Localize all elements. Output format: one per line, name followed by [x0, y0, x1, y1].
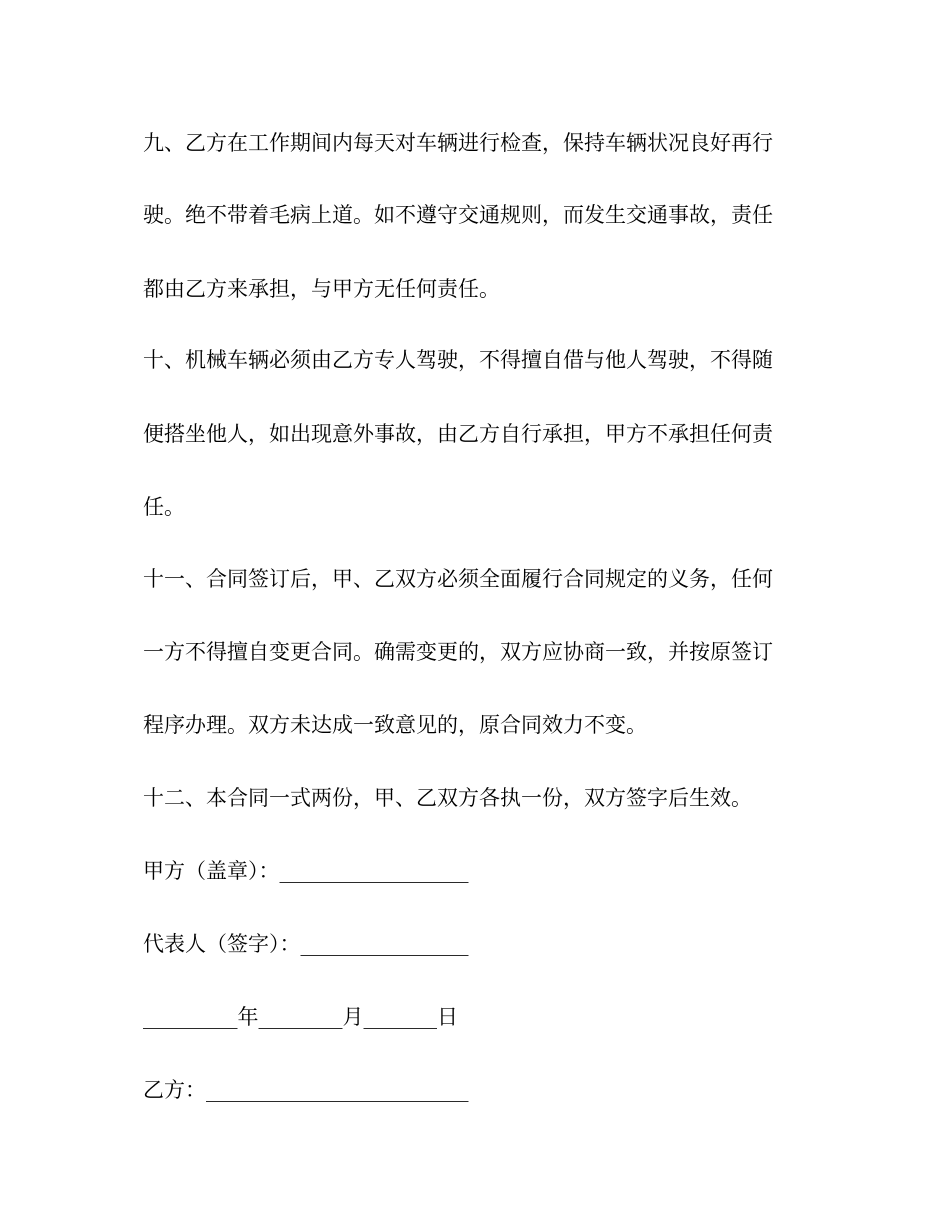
clause-9-line-1: 九、乙方在工作期间内每天对车辆进行检查，保持车辆状况良好再行 [143, 131, 773, 155]
clause-11-line-1: 十一、合同签订后，甲、乙双方必须全面履行合同规定的义务，任何 [143, 567, 773, 591]
clause-10-line-2: 便搭坐他人，如出现意外事故，由乙方自行承担，甲方不承担任何责 [143, 422, 773, 446]
clause-9-line-3: 都由乙方来承担，与甲方无任何责任。 [143, 277, 500, 301]
party-a-seal-line: 甲方（盖章）：__________________ [143, 859, 469, 883]
clause-10-line-3: 任。 [143, 495, 185, 519]
representative-signature-line: 代表人（签字）：________________ [143, 932, 469, 956]
clause-11-line-2: 一方不得擅自变更合同。确需变更的，双方应协商一致，并按原签订 [143, 640, 773, 664]
clause-10-line-1: 十、机械车辆必须由乙方专人驾驶，不得擅自借与他人驾驶，不得随 [143, 348, 773, 372]
clause-11-line-3: 程序办理。双方未达成一致意见的，原合同效力不变。 [143, 713, 647, 737]
party-b-signature-line: 乙方：_________________________ [143, 1078, 469, 1102]
clause-12-line-1: 十二、本合同一式两份，甲、乙双方各执一份，双方签字后生效。 [143, 786, 752, 810]
clause-9-line-2: 驶。绝不带着毛病上道。如不遵守交通规则，而发生交通事故，责任 [143, 203, 773, 227]
date-line: _________年________月_______日 [143, 1005, 458, 1029]
